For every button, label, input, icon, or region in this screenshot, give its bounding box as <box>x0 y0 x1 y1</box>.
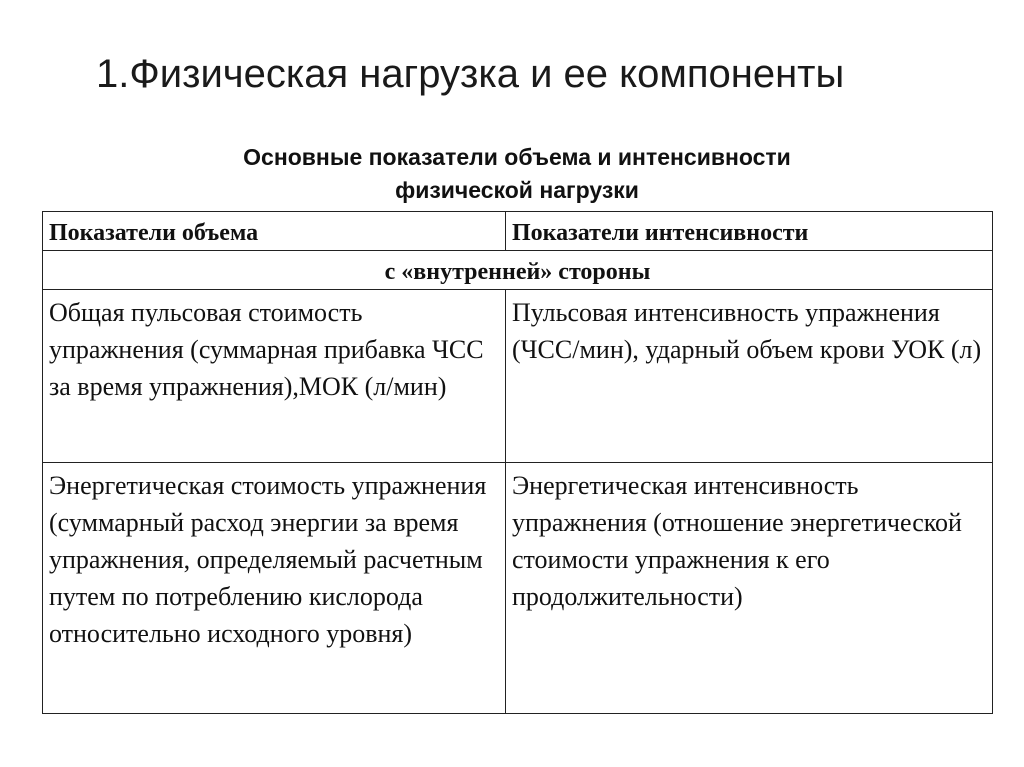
indicators-table <box>42 211 993 714</box>
slide-title: 1.Физическая нагрузка и ее компоненты <box>96 52 845 96</box>
table-caption <box>44 141 990 207</box>
column-header-intensity: Показатели интенсивности <box>506 212 993 251</box>
table-row <box>43 463 993 714</box>
volume-cell-energy: Энергетическая стоимость упражнения (суммарный расход энергии за время упражнения, определяемый расчетным путем по потреблению кислорода относительно исходного уровня) <box>43 463 506 714</box>
intensity-cell-energy: Энергетическая интенсивность упражнения (отношение энергетической стоимости упражнения к его продолжительности) <box>506 463 993 714</box>
section-label: с «внутренней» стороны <box>43 251 993 290</box>
intensity-cell-pulse: Пульсовая интенсивность упражнения (ЧСС/мин), ударный объем крови УОК (л) <box>506 290 993 463</box>
table-section-row <box>43 251 993 290</box>
table-row <box>43 290 993 463</box>
table-caption-line-2: физической нагрузки <box>395 177 639 203</box>
table-caption-line-1: Основные показатели объема и интенсивности <box>243 144 791 170</box>
table-header-row <box>43 212 993 251</box>
column-header-volume: Показатели объема <box>43 212 506 251</box>
volume-cell-pulse: Общая пульсовая стоимость упражнения (суммарная прибавка ЧСС за время упражнения),МОК (л/мин) <box>43 290 506 463</box>
